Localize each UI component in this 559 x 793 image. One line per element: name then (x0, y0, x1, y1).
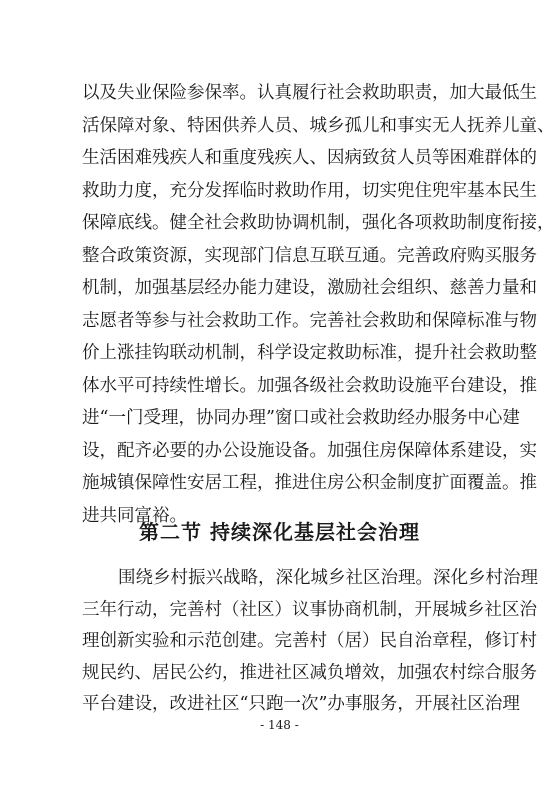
section-heading: 第二节 持续深化基层社会治理 (139, 520, 420, 544)
body-text-line: 保障底线。健全社会救助协调机制，强化各项救助制度衔接， (82, 213, 555, 233)
body-text-line: 整合政策资源，实现部门信息互联互通。完善政府购买服务 (82, 245, 537, 266)
body-text-line: 以及失业保险参保率。认真履行社会救助职责，加大最低生 (82, 83, 537, 103)
body-text-line: 体水平可持续性增长。加强各级社会救助设施平台建设，推 (82, 375, 537, 396)
body-text-line: 生活困难残疾人和重度残疾人、因病致贫人员等困难群体的 (82, 148, 537, 168)
body-text-line: 设，配齐必要的办公设施设备。加强住房保障体系建设，实 (82, 440, 537, 461)
body-text-line: 进共同富裕。 (82, 505, 187, 526)
body-text-line: 机制，加强基层经办能力建设，激励社会组织、慈善力量和 (82, 278, 537, 298)
body-text-line: 三年行动，完善村（社区）议事协商机制，开展城乡社区治 (82, 599, 537, 620)
body-text-line: 志愿者等参与社会救助工作。完善社会救助和保障标准与物 (82, 310, 537, 331)
body-text-line: 施城镇保障性安居工程，推进住房公积金制度扩面覆盖。推 (82, 473, 537, 493)
body-text-line: 平台建设，改进社区“只跑一次”办事服务，开展社区治理 (82, 694, 520, 714)
body-text-line: 规民约、居民公约，推进社区减负增效，加强农村综合服务 (82, 662, 537, 683)
page-number: - 148 - (260, 718, 299, 732)
body-text-line: 围绕乡村振兴战略，深化城乡社区治理。深化乡村治理 (118, 568, 538, 588)
body-text-line: 进“一门受理，协同办理”窗口或社会救助经办服务中心建 (82, 408, 520, 428)
body-text-line: 救助力度，充分发挥临时救助作用，切实兜住兜牢基本民生 (82, 180, 537, 201)
body-text-line: 理创新实验和示范创建。完善村（居）民自治章程，修订村 (82, 631, 537, 651)
body-text-line: 活保障对象、特困供养人员、城乡孤儿和事实无人抚养儿童、 (82, 115, 555, 136)
body-text-line: 价上涨挂钩联动机制，科学设定救助标准，提升社会救助整 (82, 343, 537, 363)
